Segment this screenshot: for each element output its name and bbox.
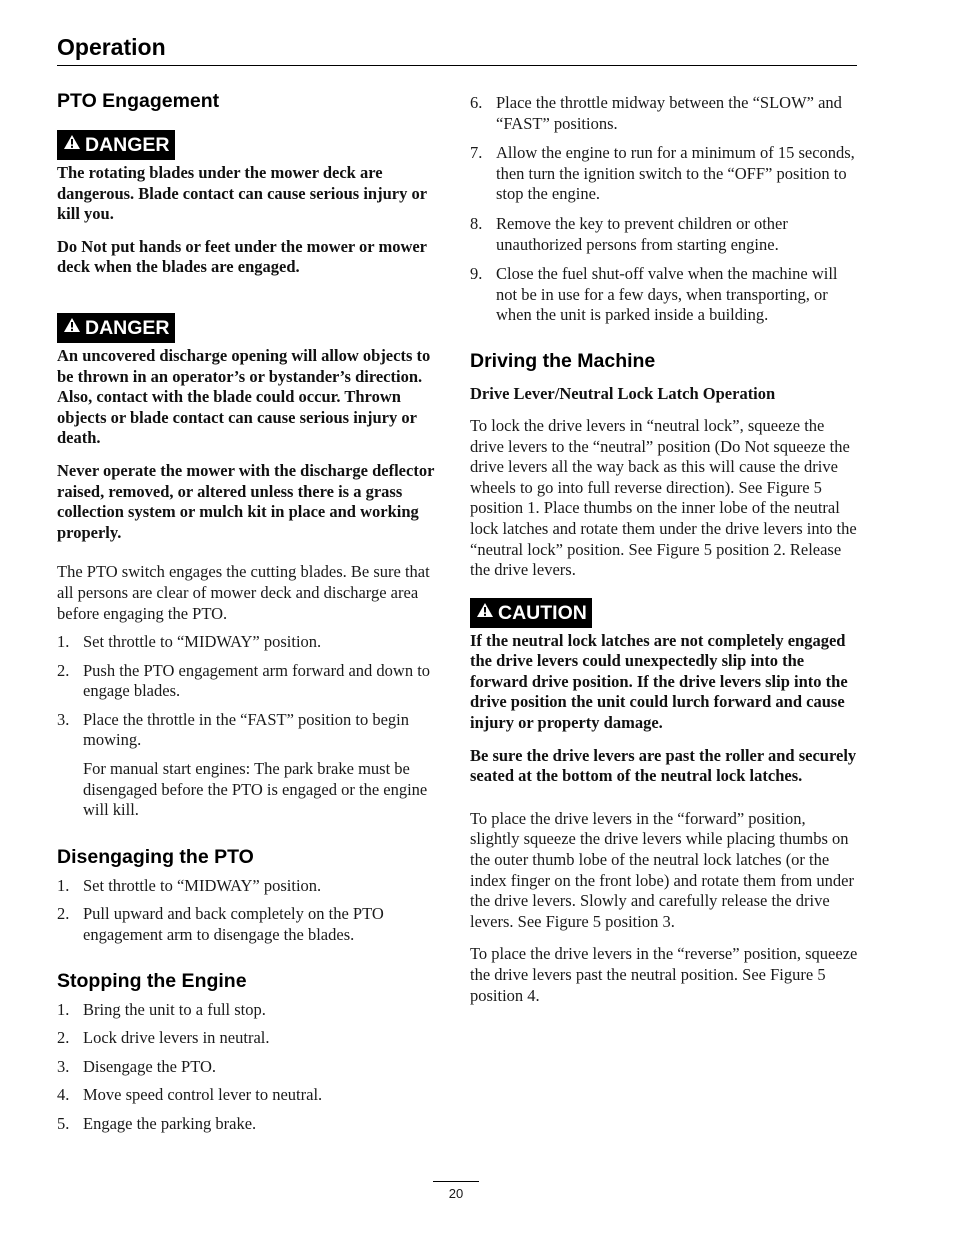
caution-label [470, 598, 592, 628]
list-item: 6. Place the throttle midway between the “SLOW” and “FAST” positions. [470, 93, 842, 133]
list-item: 9. Close the fuel shut-off valve when the machine will not be in use for a few days, when transporting, or when the unit is parked inside a building. [470, 264, 838, 325]
forward-paragraph: To place the drive levers in the “forward” position, slightly squeeze the drive levers while placing thumbs on the outer thumb lobe of the neutral lock latches (or the index finger on the front lobe) and rotate them from under the drive levers. Slowly and carefully release the drive levers. See Figure 5 position 3. [470, 808, 854, 931]
driving-heading: Driving the Machine [470, 349, 656, 372]
page-number: 20 [433, 1181, 479, 1201]
page-header [57, 32, 857, 66]
warning-triangle-icon [63, 312, 81, 342]
list-item: 2. Lock drive levers in neutral. [57, 1028, 270, 1048]
danger-label [57, 313, 175, 343]
pto-steps [57, 632, 445, 751]
list-item: 5. Engage the parking brake. [57, 1114, 257, 1133]
list-item: 3. Place the throttle in the “FAST” position to begin mowing. [57, 709, 409, 750]
disengaging-heading: Disengaging the PTO [57, 845, 254, 868]
warning-triangle-icon [63, 129, 81, 159]
reverse-paragraph: To place the drive levers in the “reverse” position, squeeze the drive levers past the neutral position. See Figure 5 position 4. [470, 944, 858, 1005]
danger-text: The rotating blades under the mower deck are dangerous. Blade contact can cause serious injury or kill you. [57, 163, 427, 224]
list-item: 8. Remove the key to prevent children or other unauthorized persons from starting engine. [470, 213, 788, 254]
pto-intro: The PTO switch engages the cutting blades. Be sure that all persons are clear of mower deck and discharge area before engaging the PTO. [57, 562, 430, 623]
danger-label-text: DANGER [85, 134, 170, 156]
caution-label-text: CAUTION [498, 601, 587, 624]
stopping-steps [57, 1000, 445, 1135]
list-item: 2. Push the PTO engagement arm forward and down to engage blades. [57, 660, 431, 701]
pto-engagement-heading: PTO Engagement [57, 90, 220, 112]
drive-subheading: Drive Lever/Neutral Lock Latch Operation [470, 383, 776, 403]
danger-label [57, 130, 175, 160]
list-item: 1. Bring the unit to a full stop. [57, 999, 266, 1019]
list-item: 3. Disengage the PTO. [57, 1056, 217, 1076]
list-item: 7. Allow the engine to run for a minimum of 15 seconds, then turn the ignition switch to the “OFF” position to stop the engine. [470, 143, 855, 204]
caution-text: Be sure the drive levers are past the roller and securely seated at the bottom of the neutral lock latches. [470, 745, 857, 786]
left-column [57, 88, 445, 1135]
warning-triangle-icon [476, 597, 494, 627]
list-item: 4. Move speed control lever to neutral. [57, 1085, 323, 1105]
list-item: 2. Pull upward and back completely on the PTO engagement arm to disengage the blades. [57, 904, 384, 945]
pto-note: For manual start engines: The park brake must be disengaged before the PTO is engaged or the engine will kill. [83, 759, 428, 820]
drive-paragraph: To lock the drive levers in “neutral lock”, squeeze the drive levers to the “neutral” position (Do Not squeeze the drive levers all the way back as this will cause the drive wheels to go into full reverse direction). See Figure 5 position 1. Place thumbs on the inner lobe of the neutral lock latches and rotate them under the drive levers into the “neutral lock” position. See Figure 5 position 2. Release the drive levers. [470, 415, 857, 580]
list-item: 1. Set throttle to “MIDWAY” position. [57, 632, 322, 652]
stopping-steps-continued [470, 93, 858, 326]
danger-text: Do Not put hands or feet under the mower or mower deck when the blades are engaged. [57, 236, 427, 277]
disengage-steps [57, 876, 445, 946]
danger-text: An uncovered discharge opening will allow objects to be thrown in an operator’s or bystander’s direction. Also, contact with the blade could occur. Thrown objects or blade contact can cause serious injury or death. [57, 345, 431, 448]
caution-text: If the neutral lock latches are not completely engaged the drive levers could unexpectedly slip into the forward drive position. If the drive levers slip into the drive position the unit could lurch forward and cause injury or property damage. [470, 630, 848, 733]
right-column [470, 93, 858, 1006]
section-title: Operation [57, 34, 166, 60]
danger-text: Never operate the mower with the discharge deflector raised, removed, or altered unless there is a grass collection system or mulch kit in place and working properly. [57, 460, 435, 542]
list-item: 1. Set throttle to “MIDWAY” position. [57, 875, 322, 895]
stopping-heading: Stopping the Engine [57, 969, 247, 992]
danger-label-text: DANGER [85, 316, 170, 339]
